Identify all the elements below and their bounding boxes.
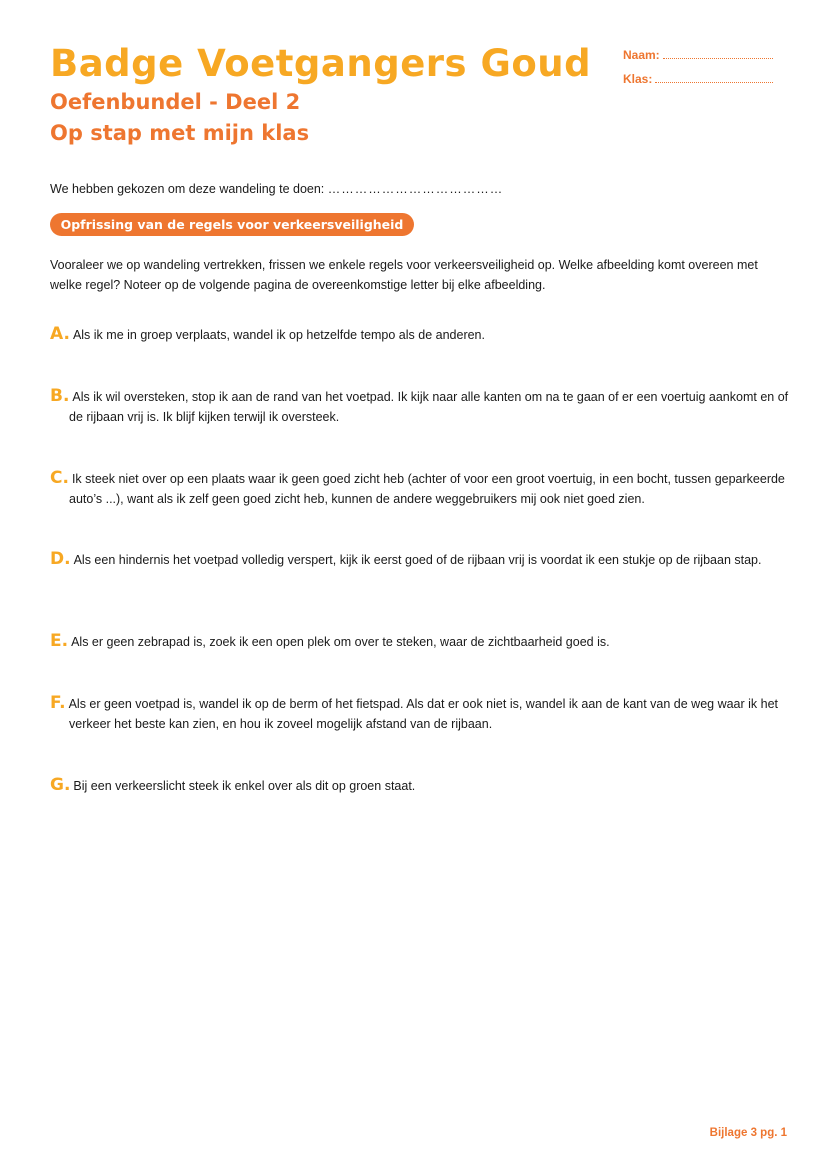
- walk-choice-text: We hebben gekozen om deze wandeling te doen:: [50, 182, 325, 196]
- intro-paragraph: Vooraleer we op wandeling vertrekken, frissen we enkele regels voor verkeersveiligheid op. Welke afbeelding komt overeen met welke regel? Noteer op de volgende pagina de overeenkomstige letter bij elke afbeelding.: [50, 258, 758, 292]
- subtitle-topic: Op stap met mijn klas: [50, 121, 310, 145]
- rule-item: [50, 550, 799, 571]
- class-label: Klas:: [623, 72, 653, 86]
- page-title: Badge Voetgangers Goud: [50, 42, 592, 85]
- rule-letter: G.: [50, 775, 71, 795]
- rule-text: Als ik me in groep verplaats, wandel ik op hetzelfde tempo als de anderen.: [72, 328, 485, 342]
- section-heading: Opfrissing van de regels voor verkeersveiligheid: [50, 213, 414, 236]
- walk-choice-blank[interactable]: …………………………………: [327, 182, 504, 196]
- rule-letter: F.: [50, 693, 66, 713]
- rule-item: [50, 632, 799, 653]
- name-blank[interactable]: [663, 48, 773, 59]
- rule-text: Als er geen voetpad is, wandel ik op de berm of het fietspad. Als dat er ook niet is, wandel ik aan de kant van de weg waar ik het verkeer het beste kan zien, en hou ik zoveel mogelijk afstand van de rijbaan.: [68, 697, 779, 731]
- rule-item: [50, 694, 799, 734]
- page-footer: Bijlage 3 pg. 1: [709, 1127, 787, 1139]
- rule-item: [50, 387, 799, 427]
- rule-item: [50, 469, 799, 509]
- rule-text: Ik steek niet over op een plaats waar ik geen goed zicht heb (achter of voor een groot voertuig, in een bocht, tussen geparkeerde auto’s ...), want als ik zelf geen goed zicht heb, kunnen de andere weggebruikers mij ook niet goed zien.: [69, 472, 785, 506]
- rule-text: Als ik wil oversteken, stop ik aan de rand van het voetpad. Ik kijk naar alle kanten om na te gaan of er een voertuig aankomt en of de rijbaan vrij is. Ik blijf kijken terwijl ik oversteek.: [69, 390, 789, 424]
- class-blank[interactable]: [655, 72, 773, 83]
- name-field: [623, 48, 773, 62]
- walk-choice-line: [50, 182, 503, 196]
- rule-item: [50, 776, 799, 797]
- rule-letter: A.: [50, 324, 70, 344]
- rule-letter: D.: [50, 549, 71, 569]
- rule-letter: C.: [50, 468, 69, 488]
- subtitle-part: Oefenbundel - Deel 2: [50, 90, 301, 114]
- class-field: [623, 72, 773, 86]
- name-label: Naam:: [623, 48, 660, 62]
- rule-text: Bij een verkeerslicht steek ik enkel over als dit op groen staat.: [73, 779, 416, 793]
- rule-letter: B.: [50, 386, 70, 406]
- rule-letter: E.: [50, 631, 69, 651]
- rule-item: [50, 325, 799, 346]
- rule-text: Als er geen zebrapad is, zoek ik een open plek om over te steken, waar de zichtbaarheid goed is.: [71, 635, 610, 649]
- rule-text: Als een hindernis het voetpad volledig verspert, kijk ik eerst goed of de rijbaan vrij is voordat ik een stukje op de rijbaan stap.: [73, 553, 762, 567]
